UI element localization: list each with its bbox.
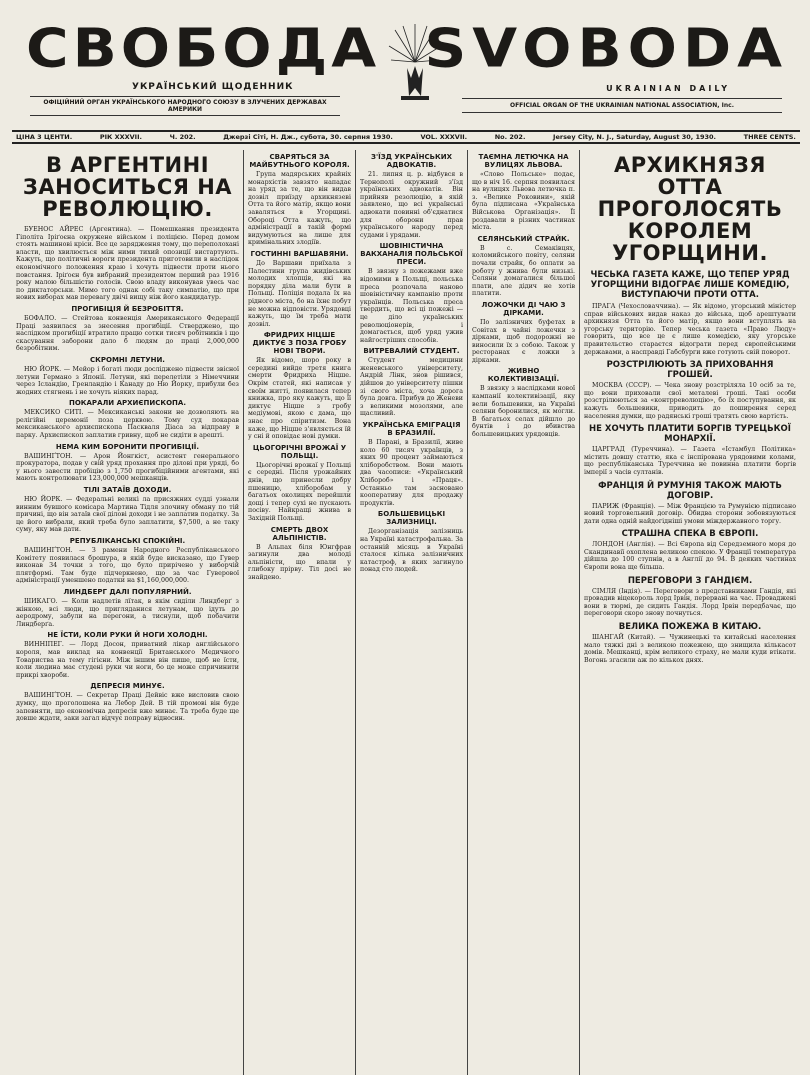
article-headline: СЕЛЯНСЬКИЙ СТРАЙК.: [477, 234, 570, 243]
article-text: Як відомо, шоро року в середині вийде третя книга смерти Фридриха Ніцше. Окрім статей, які написав у своїм житті, появилася тепер книжка, про яку кажуть, що її диктує Ніцше з гробу медіумові, якою є дама, що знає про спіритизм. Вона каже, що Ніцше з'являється їй у сні й оповідає нові думки.: [248, 357, 351, 441]
article-headline: НЕ ЇСТИ, КОЛИ РУКИ Й НОГИ ХОЛОДНІ.: [47, 631, 208, 640]
column-1-articles: [16, 305, 239, 723]
article-headline: ТІЛІ ЗАТАЇВ ДОХОДИ.: [83, 486, 172, 495]
article-text: ВАШИНҐТОН. — З рамени Народного Республіканського Комітету появилася брошура, в якій буде висказано, що Гувер виконав 34 точки з того, що було прирічено у виборчій плятформі. Там буде підчеркнено, що за час Гуверової адміністрації уменшено податки на $1,160,000,000.: [16, 547, 239, 585]
lead-article-text: БУЕНОС АЙРЕС (Аргентина). — Помешкання президента Гіполіта Іріґоєна окружене військом і поліцією. Перед домом стоять машинові кріси. Все це зарядження тому, що переполохані власти, що хвилюється між ними тихий опозиції вистартують. Кажуть, що політичні вороги президента приготовили в наслідок економічного положення краю і хочуть підвести проти нього повстання. Іріґоєн був вибраний президентом перший раз 1916 року малою більшістю голосів. Свою владу виконував увесь час по диктаторськи. Мимо того однак собі таку симпатію, що при нових виборах мав перевагу двічі вищу ніж його кандидатур.: [16, 226, 239, 302]
article-headline: ШОВІНІСТИЧНА ВАКХАНАЛІЯ ПОЛЬСЬКОЇ ПРЕСИ.: [360, 242, 463, 267]
article-text: «Слово Польське» подає, що в ніч 16. серпня появилася на вулицях Львова летючка п. з. «Велике Роковини», якій була підписана «Українська Військова Організація». Її роздавали в різних частинах міста.: [472, 171, 575, 232]
article-text: ШАНГАЙ (Китай). — Чужинецькі та китайські населення мало тяжкі дні з великою пожежею, що знищила кількасот домів. Мешканці, крім великого страху, не мали куди втікати. Вогонь згасили аж по кількох днях.: [584, 634, 796, 664]
article-headline: ЛИНДБЕРГ ДАЛІ ПОПУЛЯРНИЙ.: [63, 587, 192, 596]
article-headline: ПОКАРАЛИ АРХИЄПИСКОПА.: [68, 399, 186, 408]
article-text: СІМЛЯ (Індія). — Переговори з представниками Гандія, які провадив віцекороль лорд Ірвін, перервані на час. Проваджені вони в тюрмі, де сидить Гандія. Лорд Ірвін передбачає, що переговори скоро знову почнуться.: [584, 587, 796, 618]
article-text: По залізничих буфетах в Совітах в чайні ложечки з дірками, щоб подорожні не виносили їх з собою. Також у ресторанах є ложки з дірками.: [472, 318, 575, 364]
subtitle-english: UKRAINIAN DAILY: [606, 84, 730, 93]
article-text: ЦАРГРАД (Туреччина). — Газета «Істамбул Політика» містить довшу статтю, яка є інспірована урядовими колами, що республіканська Туреччина не повинна платити боргів імперії з часів султанів.: [584, 446, 796, 476]
column-1: [12, 150, 244, 1075]
article-text: ВИННІПЕГ. — Лорд Досон, приватний лікар англійського короля, мав виклад на конвенції Британського Медичного Товариства на тему гігієни. Між іншим він пише, щоб не їсти, коли людина має студені руки чи ноги, бо це може спричинити прикрі хвороби.: [16, 641, 239, 679]
volume-english: VOL. XXXVII.: [420, 133, 468, 141]
article-text: В звязку з пожежами вже відомими в Польщі, польська преса розпочала наново шовіністичну кампанію проти українців. Польська преса твердить, що всі ці пожежі — це діло українських революціонерів, і домагається, щоб уряд ужив найгостріших способів.: [360, 268, 463, 344]
article-headline: ДЕПРЕСІЯ МИНУЄ.: [90, 682, 165, 691]
column-5-articles: [584, 360, 796, 664]
foreign-deck: ЧЕСЬКА ГАЗЕТА КАЖЕ, ЩО ТЕПЕР УРЯД УГОРЩИНИ ВІДОГРАЄ ЛИШЕ КОМЕДІЮ, ВИСТУПАЮЧИ ПРОТИ ОТТА.: [590, 270, 790, 300]
article-headline: ГОСТИННІ ВАРШАВЯНИ.: [250, 249, 349, 258]
article-headline: ЖИВНО КОЛЕКТИВІЗАЦІЇ.: [487, 367, 560, 384]
article-headline: З'ЇЗД УКРАЇНСЬКИХ АДВОКАТІВ.: [371, 153, 452, 169]
column-5: [580, 150, 800, 1075]
article-text: Група мадярських крайніх монархістів завзято нападає на уряд за те, що він видав дозвіл приїзду архикнязеві Отта та його матір, якщо вони заваляться в Угорщині. Обороці Отта кажуть, що адміністрації в такій формі видумуються на лише для кримінальних злодіїв.: [248, 171, 351, 247]
article-text: НЮ ЙОРК. — Федеральні великі ла присяжних судді узнали винним бувшого комісара Мартина Тідля злочину обману по тій причині, що він затаїв свої ділові доходи і не заплатив податку. За це його вибрали, який треба було заплатити, $7,500, а не таку суму, яку мав дати.: [16, 496, 239, 534]
article-headline: БОЛЬШЕВИЦЬКІ ЗАЛИЗНИЦІ.: [377, 510, 446, 527]
price-ukrainian: ЦІНА 3 ЦЕНТИ.: [16, 133, 73, 141]
article-text: ВАШИНҐТОН. — Арон Йонгкіст, асистент генерального прокуратора, подав у свій уряд прохання про ділові при уряді, бо у нього завести пробіцію з 1,750 прогибіційними агентами, які мають контролювати 123,000,000 мешканців.: [16, 452, 239, 483]
official-organ-ukrainian: ОФІЦІЙНИЙ ОРГАН УКРАЇНСЬКОГО НАРОДНОГО СОЮЗУ В ЗЛУЧЕНИХ ДЕРЖАВАХ АМЕРИКИ: [30, 96, 340, 116]
article-headline: ТАЄМНА ЛЕТЮЧКА НА ВУЛИЦЯХ ЛЬВОВА.: [478, 153, 569, 169]
article-headline: ВИТРЕВАЛИЙ СТУДЕНТ.: [363, 347, 460, 356]
price-english: THREE CENTS.: [743, 133, 796, 141]
foreign-lead-text: ПРАГА (Чехословаччина). — Як відомо, угорський міністер справ військових видав наказ до війська, щоб арештувати архикнязя Отта та його матір, якщо вони вступлять на угорську територію. Тепер чеська газета «Право Люду» говорить, що все це є лише комедією, яку угорське правительство стараєтся відограти перед європейськими державами, а насправді Габсбурги вже готують свій поворот.: [584, 303, 796, 356]
date-english: Jersey City, N. J., Saturday, August 30, 1930.: [553, 133, 717, 141]
column-3-articles: [360, 153, 463, 574]
article-headline: УКРАЇНСЬКА ЕМІГРАЦІЯ В БРАЗИЛІЇ.: [362, 421, 461, 438]
article-text: ПАРИЖ (Франція). — Між Францією та Румунією підписано новий торговельний договір. Обидва сторони зобовязуються дати одна одній найдогідніші умови міждержавного торгу.: [584, 502, 796, 525]
article-headline: ПРОГИБІЦІЯ Й БЕЗРОБІТТЯ.: [71, 304, 184, 313]
official-organ-english: OFFICIAL ORGAN OF THE UKRAINIAN NATIONAL ASSOCIATION, Inc.: [462, 98, 782, 113]
masthead-title-ukrainian: СВОБОДА: [26, 16, 381, 80]
year-ukrainian: РІК XXXVII.: [99, 133, 142, 141]
article-headline: СКРОМНІ ЛЕТУНИ.: [90, 355, 165, 364]
article-headline: ЦЬОГОРІЧНІ ВРОЖАЇ У ПОЛЬЩІ.: [252, 443, 347, 460]
article-text: ЛОНДОН (Англія). — Всі Європа від Середземного моря до Скандинавії охоплена великою спекою. У Франції температура дійшла до 100 ступнів, а в Англії до 94. В деяких частинах Європи вона ще більша.: [584, 541, 796, 572]
article-text: В Альпах біля Юнгфрав загинули два молоді альпіністи, що впали у глибоку прірву. Тіл досі не знайдено.: [248, 543, 351, 581]
article-headline: СМЕРТЬ ДВОХ АЛЬПІНІСТІВ.: [270, 525, 329, 542]
article-text: Дезорганізація залізниць на Україні катастрофальна. За останній місяць в Україні сталося кілька залізничних катастроф, в яких загинуло понад сто людей.: [360, 528, 463, 574]
column-3: [356, 150, 468, 1075]
article-headline: ВЕЛИКА ПОЖЕЖА В КИТАЮ.: [618, 622, 762, 633]
article-headline: РЕПУБЛІКАНСЬКІ СПОКІЙНІ.: [69, 537, 186, 545]
column-2: [244, 150, 356, 1075]
article-text: НЮ ЙОРК. — Мейор і богаті люди досліджено підвести звісної летуни Германо з Японії. Летуни, які перелетіли з Німеччини через Ісландію, Гренландію і Канаду до Ню Йорку, прибули без жодних стягнень і не хочуть ніяких парад.: [16, 365, 239, 396]
column-4-articles: [472, 153, 575, 439]
article-headline: ПЕРЕГОВОРИ З ГАНДІЄМ.: [627, 575, 753, 586]
lead-headline: В АРГЕНТИНІ ЗАНОСИТЬСЯ НА РЕВОЛЮЦІЮ.: [22, 153, 233, 221]
article-text: В звязку з наслідками нової кампанії колективізації, яку вели большевики, на Україні селяни боронилися, як могли. В багатьох селах дійшло до бунтів і до вбивства большевицьких урядовців.: [472, 385, 575, 439]
date-ukrainian: Джерзі Сіті, Н. Дж., субота, 30. серпня 1930.: [223, 133, 393, 141]
article-headline: СВАРЯТЬСЯ ЗА МАЙБУТНЬОГО КОРОЛЯ.: [249, 153, 350, 169]
article-text: 21. липня ц. р. відбувся в Тернополі окружний з'їзд українських адвокатів. Він прийняв резолюцію, в якій заявлено, що всі українські адвокати повинні об'єднатися для оборони прав українського народу перед судами і урядами.: [360, 171, 463, 239]
article-headline: НЕ ХОЧУТЬ ПЛАТИТИ БОРГІВ ТУРЕЦЬКОЇ МОНАРХІЇ.: [589, 424, 791, 445]
article-text: МОСКВА (СССР). — Чека знову розстріляла 10 осіб за те, що вони приховали свої металеві гроші. Такі особи розстрілюються за «контрреволюцію», бо їх поступування, як кажуть большевики, приводить до поширення серед населення думки, що радянські гроші тратять свою вартість.: [584, 382, 796, 420]
article-text: Студент медицини женевського університету, Андрій Лінк, знов рішився, дійшов до університету пішки зі свого міста, хоча дорога була довга. Прибув до Женеви з великими мозолями, але щасливий.: [360, 357, 463, 418]
article-text: Цьогорічні врожаї у Польщі є середні. Після урожайних днів, що принесли добру пшеницю, хліборобам у багатьох околицях перейшли дощі і тепер сухі не пускають посіву. Найкращі жнива в Західній Польщі.: [248, 461, 351, 522]
issue-number-english: No. 202.: [494, 133, 526, 141]
article-text: МЕКСИКО СИТІ. — Мексиканські закони не дозволяють на релігійні церемонії поза церквою. Тому суд покарав мексиканського архиєпископа Паскваля Діаса за відправу в парку. Архиєпископ заплатив гривну, щоб не сидіти в арешті.: [16, 409, 239, 440]
article-text: БОФАЛО. — Стейтова конвенція Американського Федерації Праці заявилася за знесення прогибіції. Стверджено, що наслідком прогибіції втратило працю сотки тисяч робітників і що скасування заборони дало б людям до праці 2,000,000 безробітним.: [16, 314, 239, 353]
article-headline: НЕМА КИМ БОРОНИТИ ПРОГИБІЦІЇ.: [55, 442, 200, 451]
subtitle-ukrainian: УКРАЇНСЬКИЙ ЩОДЕННИК: [132, 82, 294, 92]
article-headline: ЛОЖОЧКИ ДІ ЧАЮ З ДІРКАМИ.: [481, 300, 566, 317]
article-headline: ФРАНЦІЯ Й РУМУНІЯ ТАКОЖ МАЮТЬ ДОГОВІР.: [598, 480, 782, 501]
issue-number-ukrainian: Ч. 202.: [169, 133, 196, 141]
column-4: [468, 150, 580, 1075]
article-text: ВАШИНҐТОН. — Секретар Праці Дейвіс вже висловив свою думку, що проголошена на Лебор Дей. В тій промові він буде запевняти, що економічна депресія вже минає. Та треба буде ще довше ждати, заки загал відчує поправу відносин.: [16, 692, 239, 723]
masthead-title-english: SVOBODA: [424, 16, 788, 80]
article-headline: РОЗСТРІЛЮЮТЬ ЗА ПРИХОВАННЯ ГРОШЕЙ.: [606, 360, 774, 381]
article-text: До Варшави приїхала з Палестини група жидівських молодих хлопців, які на порядку діла мали бути в Польщі. Поліція подала їх на рідного міста, бо на їхнє побут не можна відповісти. Урядовці кажуть, що їм треба мати дозвіл.: [248, 259, 351, 328]
article-headline: СТРАШНА СПЕКА В ЄВРОПІ.: [621, 529, 759, 540]
article-text: В с. Семаківцях, коломийського повіту, селяни почали страйк, бо оплати за роботу у жнива були низькі. Селяни домагалися більшої плати, але дідич не хотів платити.: [472, 244, 575, 298]
article-text: ШИКАГО. — Коли надлетів лїтак, в якім сиділи Линдберґ з жінкою, всі люди, що пригляданися летунам, що ідуть до аеродрому, забули на перегони, а тиснули, щоб побачити Линдберґа.: [16, 597, 239, 628]
column-2-articles: [248, 153, 351, 582]
article-columns: [12, 150, 800, 1075]
foreign-headline: АРХИКНЯЗЯ ОТТА ПРОГОЛОСЯТЬ КОРОЛЕМ УГОРЩИНИ.: [597, 153, 783, 265]
dateline: [12, 130, 800, 144]
article-text: В Парані, в Бразилії, живе коло 60 тисяч українців, з яких 90 процент займаються хліборобством. Вони мають два часописи: «Український Хлібороб» і «Праця». Останньо там засновано кооперативу для продажу продуктів.: [360, 439, 463, 507]
article-headline: ФРИДРИХ НІЦШЕ ДИКТУЄ З ПОЗА ГРОБУ НОВІ ТВОРИ.: [252, 331, 347, 356]
masthead: [12, 14, 800, 104]
